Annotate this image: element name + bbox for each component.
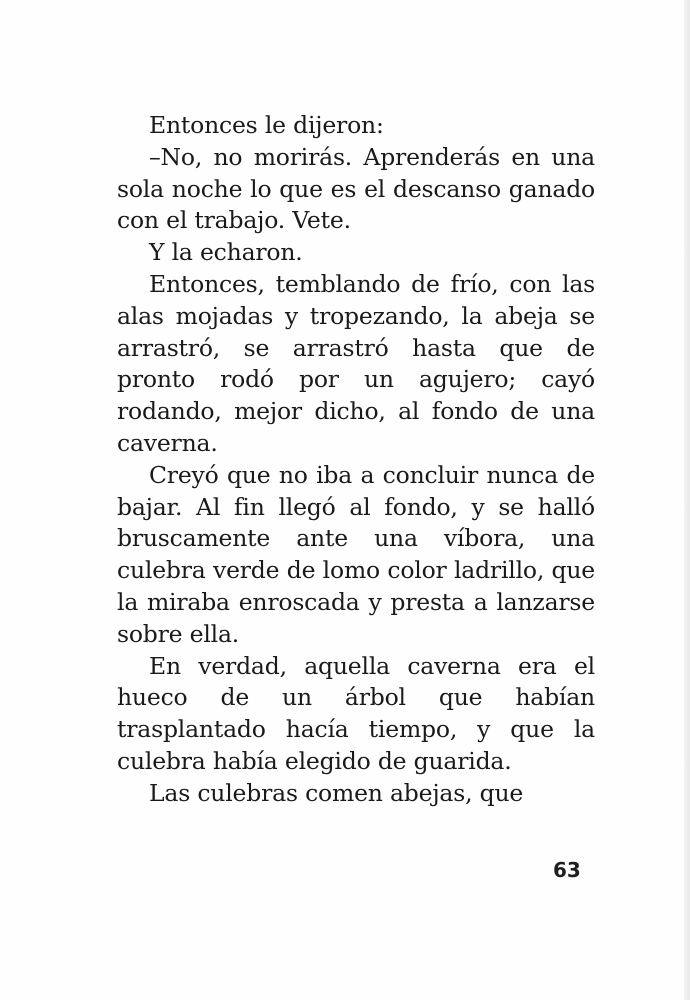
paragraph-3: Y la echaron.	[149, 238, 303, 267]
body-text	[117, 110, 595, 810]
paragraph-2: –No, no morirás. Aprenderás en una sola noche lo que es el descanso ganado con el trabajo. Vete.	[117, 142, 595, 235]
paragraph-7: Las culebras comen abejas, que	[149, 778, 524, 807]
paragraph-5: Creyó que no iba a concluir nunca de bajar. Al fin llegó al fondo, y se halló bruscamente ante una víbora, una culebra verde de lomo color ladrillo, que la miraba enroscada y presta a lanzarse sobre ella.	[117, 460, 595, 648]
paragraph-1: Entonces le dijeron:	[149, 111, 384, 139]
page-edge-shadow	[684, 0, 690, 1000]
page-number: 63	[553, 858, 581, 882]
paragraph-6: En verdad, aquella caverna era el hueco de un árbol que habían trasplantado hacía tiempo, y que la culebra había elegido de guarida.	[117, 651, 595, 775]
paragraph-4: Entonces, temblando de frío, con las alas mojadas y tropezando, la abeja se arrastró, se arrastró hasta que de pronto rodó por un agujero; cayó rodando, mejor dicho, al fondo de una caverna.	[117, 269, 595, 457]
